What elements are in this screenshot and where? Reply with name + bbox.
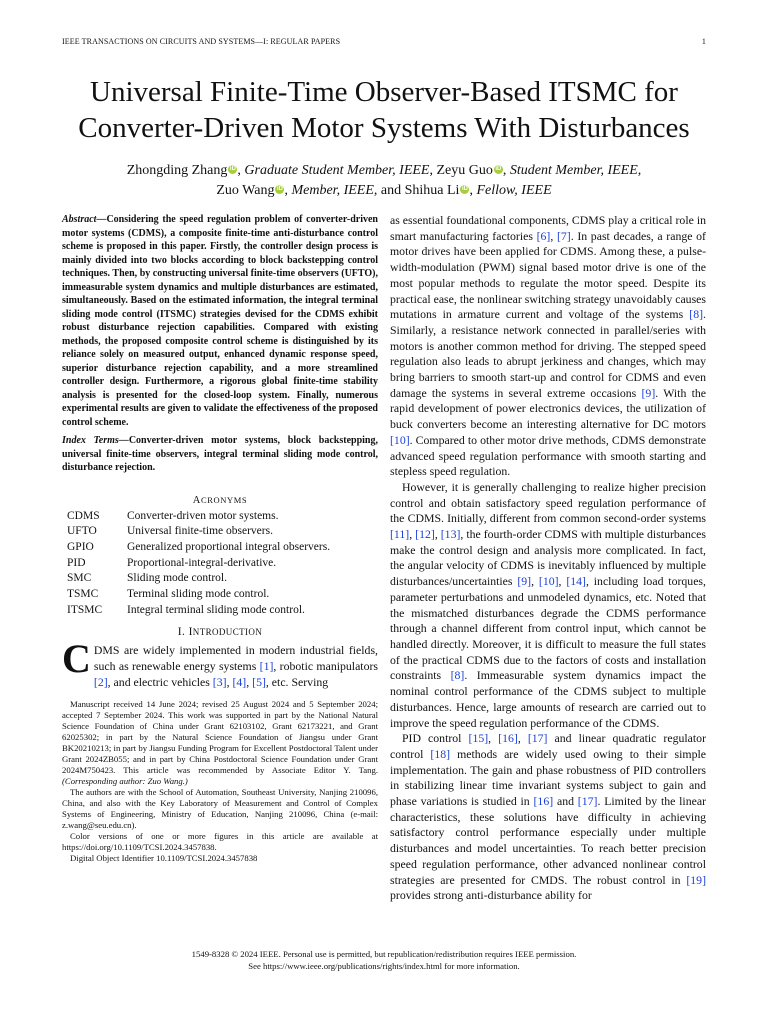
title-line-2: Converter-Driven Motor Systems With Disturbances <box>78 112 690 144</box>
copyright-line: 1549-8328 © 2024 IEEE. Personal use is permitted, but republication/redistribution requires IEEE permission. <box>191 949 577 959</box>
index-terms-text: Converter-driven motor systems, block backstepping, universal finite-time observers, integral terminal sliding mode control, disturbance rejection. <box>62 435 378 473</box>
body-paragraph: PID control [15], [16], [17] and linear quadratic regulator control [18] methods are widely used owing to their simple implementation. The gain and phase robustness of PID controllers in stabilizing linear time invariant systems subject to gain and phase variations is studied in [16] and [17]. Limited by the linear characteristics, these solutions have difficulty in achieving satisfactory control performance especially under multiple disturbances and model uncertainties. To reach better precision speed regulation performance, other advanced nonlinear control strategies are presented for CMDS. The robust control in [19] provides strong anti-disturbance ability for <box>390 731 707 903</box>
acronym-definition: Integral terminal sliding mode control. <box>127 603 305 616</box>
acronym-definition: Sliding mode control. <box>127 572 227 585</box>
citation-link[interactable]: [9] <box>517 574 532 589</box>
acronym-definition: Terminal sliding mode control. <box>127 588 270 601</box>
citation-link[interactable]: [10] <box>390 432 410 447</box>
acronyms-heading: ACRONYMS <box>192 494 248 506</box>
citation-link[interactable]: [3] <box>212 674 227 689</box>
rights-link-line: See https://www.ieee.org/publications/rights/index.html for more information. <box>248 961 520 971</box>
citation-link[interactable]: [16] <box>533 794 554 809</box>
citation-link[interactable]: [14] <box>566 574 586 589</box>
citation-link[interactable]: [6] <box>536 228 551 243</box>
footnote-doi: Digital Object Identifier 10.1109/TCSI.2024.3457838 <box>70 852 258 863</box>
author-membership: Fellow, IEEE <box>476 183 552 198</box>
acronym-abbr: TSMC <box>67 588 99 601</box>
footnote-color-versions: Color versions of one or more figures in this article are available at https://doi.org/10.1109/TCSI.2024.3457838. <box>62 830 378 852</box>
author-membership: Student Member, IEEE, <box>509 163 642 178</box>
journal-name: IEEE TRANSACTIONS ON CIRCUITS AND SYSTEMS—I: REGULAR PAPERS <box>62 37 341 46</box>
author-line-1: Zhongding Zhang iD , Graduate Student Member, IEEE, Zeyu Guo iD , Student Member, IEEE, <box>126 163 642 178</box>
author-membership: Member, IEEE <box>291 183 374 198</box>
acronym-row <box>62 540 378 556</box>
citation-link[interactable]: [8] <box>689 307 704 322</box>
index-terms <box>62 434 378 475</box>
citation-link[interactable]: [17] <box>577 794 598 809</box>
author-name: Zhongding Zhang <box>126 163 228 178</box>
citation-link[interactable]: [9] <box>641 385 656 400</box>
footnote-manuscript: Manuscript received 14 June 2024; revised 25 August 2024 and 5 September 2024; accepted 7 September 2024. This work was supported in part by the National Natural Science Foundation of China under Grant 62103102, Grant 62173221, and Grant 62025302; in part by the Natural Science Foundation of Jiangsu under Grant BK20210213; in part by Jiangsu Funding Program for Excellent Postdoctoral Talent under Grant 2024ZB055; and in part by China Postdoctoral Science Foundation under Grant 2024M750423. This article was recommended by Associate Editor Y. Tang. (Corresponding author: Zuo Wang.) <box>62 698 378 786</box>
citation-link[interactable]: [2] <box>93 674 108 689</box>
orcid-icon[interactable]: iD <box>461 186 468 192</box>
author-name: Zuo Wang <box>216 183 275 198</box>
body-paragraph: However, it is generally challenging to realize higher precision control and obtain satisfactory speed regulation performance of the CDMS. Initially, different from common second-order systems [11], [12], [13], the fourth-order CDMS with multiple disturbances make the control design and analysis more complicated. In fact, the angular velocity of CDMS is inevitably influenced by multiple disturbances/uncertainties [9], [10], [14], including load torques, parameter perturbations and unmodeled dynamics, etc. Noted that the mismatched disturbances degrade the CDMS performance through a channel different from control input, which cannot be handled directly. Moreover, it is difficult to measure the full states of the practical CDMS due to the factors of costs and installation constraints [8]. Immeasurable system dynamics impact the nominal control performance of the CDMS subject to multiple disturbances. Hence, large amounts of research are carried out to improve the speed regulation performance of the CDMS. <box>390 479 706 730</box>
abstract-label: Abstract— <box>62 214 107 225</box>
body-paragraph: as essential foundational components, CDMS play a critical role in smart manufacturing factories [6], [7]. In past decades, a range of motor drives have been applied for CDMS. Among these, a pulse-width-modulation (PWM) signal based motor drive is one of the most popular methods to regulate the motor speed. Despite its practical ease, the nonlinear switching strategy unavoidably causes mutations in armature current and voltage of the systems [8]. Similarly, a resistance network connected in parallel/series with motors is another common method for driving. The stepped speed regulation also leads to abrupt jerkiness and changes, which may bring barriers to smooth start-up and control for CDMS and even damage the systems in several extreme occasions [9]. With the rapid development of power electronics devices, the utilization of buck converters become an interesting alternative for DC motors [10]. Compared to other motor drive methods, CDMS demonstrate advanced speed regulation performance with smooth starting and stepless speed regulation. <box>390 213 706 479</box>
acronym-row <box>62 603 378 619</box>
intro-paragraph: CDMS are widely implemented in modern industrial fields, such as renewable energy systems [1], robotic manipulators [2], and electric vehicles [3], [4], [5], etc. Serving <box>62 636 378 689</box>
author-membership: Graduate Student Member, IEEE <box>244 163 430 178</box>
author-line-2: Zuo Wang iD , Member, IEEE, and Shihua Li iD , Fellow, IEEE <box>216 183 552 198</box>
citation-link[interactable]: [11] <box>390 527 410 542</box>
section-heading-introduction: I. INTRODUCTION <box>177 626 263 639</box>
acronym-abbr: SMC <box>67 572 92 585</box>
citation-link[interactable]: [17] <box>527 731 548 746</box>
acronym-row <box>62 509 378 525</box>
acronym-abbr: PID <box>67 556 86 569</box>
left-column <box>62 213 378 864</box>
right-column <box>390 213 706 904</box>
abstract <box>62 213 378 429</box>
acronyms-table <box>62 509 378 619</box>
acronym-abbr: GPIO <box>67 540 94 553</box>
acronym-row <box>62 556 378 572</box>
acronym-row <box>62 571 378 587</box>
citation-link[interactable]: [19] <box>686 872 706 887</box>
orcid-icon[interactable]: iD <box>276 186 283 192</box>
index-terms-label: Index Terms— <box>62 435 129 446</box>
paper-title <box>40 74 728 146</box>
acronym-abbr: UFTO <box>67 525 97 538</box>
citation-link[interactable]: [7] <box>556 228 571 243</box>
footnote-affiliation: The authors are with the School of Automation, Southeast University, Nanjing 210096, China, and also with the Key Laboratory of Measurement and Control of Complex Systems of Engineering, Ministry of Education, Nanjing 210096, China (e-mail: z.wang@seu.edu.cn). <box>62 786 378 830</box>
citation-link[interactable]: [15] <box>468 731 489 746</box>
title-line-1: Universal Finite-Time Observer-Based ITSMC for <box>90 76 678 108</box>
acronym-row <box>62 587 378 603</box>
acronym-abbr: CDMS <box>67 509 100 522</box>
citation-link[interactable]: [4] <box>232 674 247 689</box>
citation-link[interactable]: [18] <box>430 746 451 761</box>
drop-cap: C <box>62 636 91 682</box>
acronym-row <box>62 524 378 540</box>
acronym-definition: Converter-driven motor systems. <box>127 509 279 522</box>
citation-link[interactable]: [16] <box>498 731 518 746</box>
orcid-icon[interactable]: iD <box>229 166 236 172</box>
orcid-icon[interactable]: iD <box>495 166 502 172</box>
citation-link[interactable]: [12] <box>415 527 435 542</box>
author-name: Zeyu Guo <box>436 163 493 178</box>
citation-link[interactable]: [10] <box>538 574 559 589</box>
citation-link[interactable]: [13] <box>440 527 461 542</box>
acronym-definition: Universal finite-time observers. <box>127 525 273 538</box>
acronym-abbr: ITSMC <box>67 603 103 616</box>
acronym-definition: Proportional-integral-derivative. <box>127 556 277 569</box>
copyright-footer <box>40 948 728 972</box>
acronym-definition: Generalized proportional integral observers. <box>127 540 331 553</box>
citation-link[interactable]: [1] <box>259 659 274 674</box>
page-number: 1 <box>701 37 706 46</box>
author-name: Shihua Li <box>404 183 460 198</box>
citation-link[interactable]: [8] <box>450 668 465 683</box>
footnotes <box>62 699 378 864</box>
author-list <box>40 161 728 201</box>
running-head <box>62 37 706 49</box>
citation-link[interactable]: [5] <box>252 674 266 689</box>
abstract-text: Considering the speed regulation problem of converter-driven motor systems (CDMS), a composite finite-time anti-disturbance control scheme is proposed in this paper. Firstly, the controller design process is mainly divided into two blocks according to block backstepping control techniques. Then, by constructing universal finite-time observers (UFTO), immeasurable system dynamics and multiple disturbances are estimated, simultaneously. Based on the estimated information, the integral terminal sliding mode control (ITSMC) strategies devised for the CDMS exhibit robust disturbance rejection capabilities. Compared with existing methods, the proposed composite control scheme is distinguished by its reliance solely on measured output, enhanced dynamic response speed, superior disturbance rejection capability, and a more streamlined controller design. Furthermore, a rigorous global finite-time stability analysis is presented for the closed-loop system. Finally, numerous experimental results are given to validate the effectiveness of the proposed control scheme. <box>62 214 378 428</box>
